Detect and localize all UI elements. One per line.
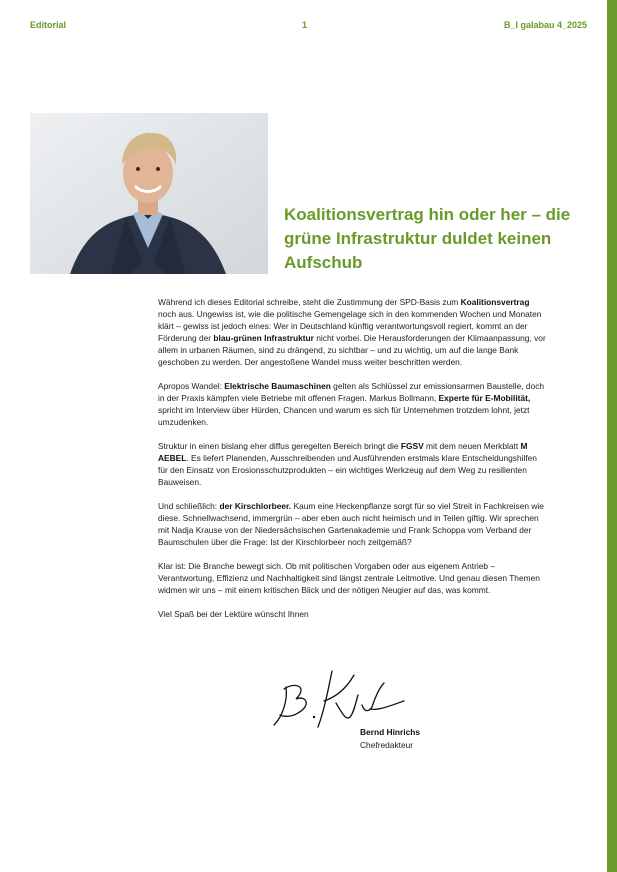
- section-label: Editorial: [30, 20, 67, 30]
- emphasis-text: FGSV: [400, 441, 424, 451]
- body-text: spricht im Interview über Hürden, Chancen und warum es sich für Unternehmen trotzdem lohnt, jetzt umzudenken.: [158, 405, 530, 427]
- body-text: . Es liefert Planenden, Ausschreibenden und Ausführenden erstmals klare Entscheidungshilfen für den Einsatz von Erosionsschutzprodukten – ein wichtiges Werkzeug auf dem Weg zu resilienten Bauweisen.: [158, 453, 537, 487]
- emphasis-text: Elektrische Baumaschinen: [224, 381, 331, 391]
- body-text: Während ich dieses Editorial schreibe, steht die Zustimmung der SPD-Basis zum: [158, 297, 461, 307]
- body-text: nicht vorbei. Die Herausforderungen der Klimaanpassung, vor allem in urbanen Räumen, sind zu drängend, zu sichtbar – und zu wichtig, um auf die lange Bank geschoben zu werden. Der angestoßene Wandel muss weiter beschritten werden.: [158, 333, 546, 367]
- portrait-photo: [30, 113, 268, 274]
- author-name: Bernd Hinrichs: [360, 727, 421, 737]
- body-text: Viel Spaß bei der Lektüre wünscht Ihnen: [158, 609, 309, 619]
- body-text: Apropos Wandel:: [158, 381, 225, 391]
- handwritten-signature: [266, 665, 416, 735]
- body-text: Struktur in einen bislang eher diffus geregelten Bereich bringt die: [158, 441, 401, 451]
- body-paragraph: [158, 560, 548, 596]
- portrait-illustration: [30, 113, 268, 274]
- page-header: [30, 20, 587, 34]
- body-paragraph: [158, 380, 548, 428]
- emphasis-text: der Kirschlorbeer.: [219, 501, 292, 511]
- body-text: Und schließlich:: [158, 501, 220, 511]
- page-number: 1: [302, 20, 308, 30]
- body-text: Klar ist: Die Branche bewegt sich. Ob mit politischen Vorgaben oder aus eigenem Antrieb – Verantwortung, Effizienz und Nachhaltigkeit sind längst zentrale Leitmotive. Und genau diesen Themen widmen wir uns – mit einem kritischen Blick und der nötigen Neugier auf das, was kommt.: [158, 561, 540, 595]
- body-paragraph: [158, 500, 548, 548]
- body-text: noch aus. Ungewiss ist, wie die politische Gemengelage sich in den kommenden Wochen und Monaten klärt – gewiss ist jedoch eines: Wer in Deutschland künftig verantwortungsvoll regiert, kommt an der Förderung der: [158, 309, 542, 343]
- emphasis-text: Experte für E-Mobilität,: [438, 393, 531, 403]
- issue-label: B_I galabau 4_2025: [503, 20, 587, 30]
- emphasis-text: blau-grünen Infrastruktur: [213, 333, 314, 343]
- page-edge-bar: [607, 0, 617, 872]
- body-text: gelten als Schlüssel zur emissionsarmen Baustelle, doch in der Praxis kämpfen viele Betriebe mit offenen Fragen. Markus Bollmann,: [158, 381, 545, 403]
- article-title: Koalitionsvertrag hin oder her – die grüne Infrastruktur duldet keinen Aufschub: [284, 205, 571, 272]
- emphasis-text: Koalitionsvertrag: [460, 297, 530, 307]
- body-paragraph: [158, 296, 548, 368]
- author-role: Chefredakteur: [360, 740, 414, 750]
- body-paragraph: [158, 608, 548, 620]
- body-paragraph: [158, 440, 548, 488]
- body-text: Kaum eine Heckenpflanze sorgt für so viel Streit in Fachkreisen wie diese. Schnellwachsend, immergrün – aber eben auch nicht heimisch und in Teilen giftig. Wir sprechen mit Nadja Krause von der Niedersächsischen Gartenakademie und Frank Schoppa vom Verband der Baumschulen über die Frage: Ist der Kirschlorbeer noch zeitgemäß?: [158, 501, 544, 547]
- article-body: [158, 296, 548, 632]
- body-text: mit dem neuen Merkblatt: [423, 441, 521, 451]
- emphasis-text: M AEBEL: [158, 441, 528, 463]
